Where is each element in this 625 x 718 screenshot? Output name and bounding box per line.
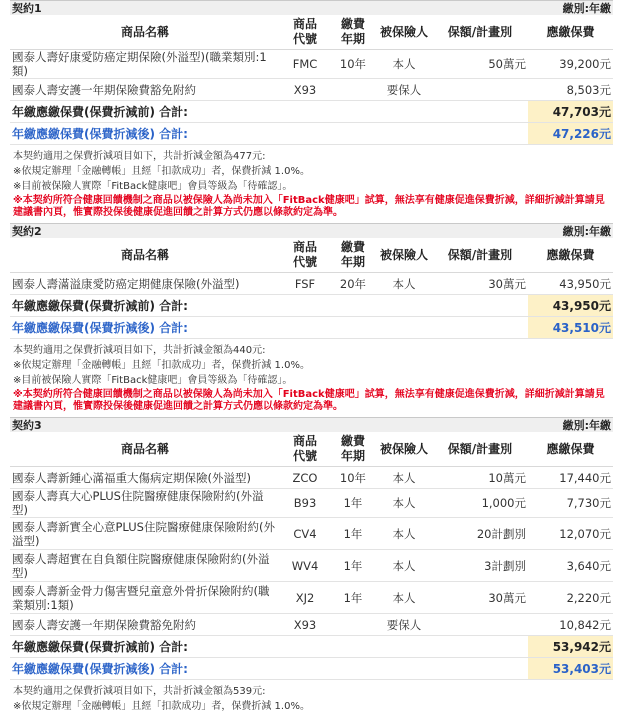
health-warning: ※本契約所符合健康回饋機制之商品以被保險人為尚未加入「FitBack健康吧」試算，無法享有健康促進保費折減，詳細折減計算請見建議書內頁，惟實際投保後健康促進回饋之計算方式仍應以條款約定為準。 xyxy=(13,389,605,412)
table-row xyxy=(10,518,613,550)
cell-amount: 1,000元 xyxy=(432,489,528,518)
cell-code: WV4 xyxy=(280,550,330,582)
cell-product-name: 國泰人壽真大心PLUS住院醫療健康保險附約(外溢型) xyxy=(10,489,280,518)
cell-years: 1年 xyxy=(330,550,376,582)
cell-years xyxy=(330,79,376,101)
cell-amount: 30萬元 xyxy=(432,273,528,295)
policy-table xyxy=(10,15,613,145)
col-header-insured: 被保險人 xyxy=(376,238,432,273)
note-line: ※依規定辦理「金融轉帳」且經「扣款成功」者，保費折減 1.0%。 xyxy=(13,166,310,177)
note-line: 本契約適用之保費折減項目如下，共計折減金額為440元: xyxy=(13,345,266,356)
table-row xyxy=(10,582,613,614)
payment-mode: 繳別:年繳 xyxy=(562,2,611,15)
cell-product-name: 國泰人壽新金骨力傷害暨兒童意外骨折保險附約(職業類別:1類) xyxy=(10,582,280,614)
cell-insured: 要保人 xyxy=(376,79,432,101)
total-before-value: 53,942元 xyxy=(528,636,613,658)
cell-amount: 50萬元 xyxy=(432,50,528,79)
cell-product-name: 國泰人壽新實全心意PLUS住院醫療健康保險附約(外溢型) xyxy=(10,518,280,550)
policy-table xyxy=(10,432,613,680)
cell-years: 10年 xyxy=(330,467,376,489)
discount-notes xyxy=(10,680,613,718)
contract-section xyxy=(10,223,613,417)
table-header-row xyxy=(10,432,613,467)
table-row xyxy=(10,614,613,636)
col-header-premium: 應繳保費 xyxy=(528,15,613,50)
cell-code: X93 xyxy=(280,79,330,101)
cell-premium: 8,503元 xyxy=(528,79,613,101)
cell-premium: 10,842元 xyxy=(528,614,613,636)
cell-insured: 本人 xyxy=(376,550,432,582)
cell-code: XJ2 xyxy=(280,582,330,614)
total-before-label: 年繳應繳保費(保費折減前) 合計: xyxy=(10,636,528,658)
col-header-product: 商品名稱 xyxy=(10,15,280,50)
cell-insured: 本人 xyxy=(376,50,432,79)
table-row xyxy=(10,50,613,79)
payment-mode: 繳別:年繳 xyxy=(562,225,611,238)
total-before-label: 年繳應繳保費(保費折減前) 合計: xyxy=(10,101,528,123)
contract-label: 契約2 xyxy=(12,225,42,238)
cell-amount: 10萬元 xyxy=(432,467,528,489)
cell-insured: 要保人 xyxy=(376,614,432,636)
contract-header xyxy=(10,417,613,432)
note-line: ※目前被保險人實際「FitBack健康吧」會員等級為「待確認」。 xyxy=(13,181,293,192)
cell-years: 1年 xyxy=(330,489,376,518)
cell-product-name: 國泰人壽安護一年期保險費豁免附約 xyxy=(10,614,280,636)
cell-premium: 39,200元 xyxy=(528,50,613,79)
cell-years: 20年 xyxy=(330,273,376,295)
cell-product-name: 國泰人壽安護一年期保險費豁免附約 xyxy=(10,79,280,101)
cell-code: X93 xyxy=(280,614,330,636)
col-header-code: 商品 代號 xyxy=(280,432,330,467)
table-header-row xyxy=(10,15,613,50)
contract-header xyxy=(10,0,613,15)
cell-product-name: 國泰人壽新鍾心滿福重大傷病定期保險(外溢型) xyxy=(10,467,280,489)
col-header-amount: 保額/計畫別 xyxy=(432,432,528,467)
col-header-insured: 被保險人 xyxy=(376,15,432,50)
total-after-label: 年繳應繳保費(保費折減後) 合計: xyxy=(10,123,528,145)
total-before-value: 43,950元 xyxy=(528,295,613,317)
cell-amount: 20計劃別 xyxy=(432,518,528,550)
total-after-row xyxy=(10,123,613,145)
cell-years: 1年 xyxy=(330,582,376,614)
note-line: 本契約適用之保費折減項目如下，共計折減金額為539元: xyxy=(13,686,266,697)
col-header-years: 繳費 年期 xyxy=(330,432,376,467)
note-line: ※目前被保險人實際「FitBack健康吧」會員等級為「待確認」。 xyxy=(13,375,293,386)
cell-years xyxy=(330,614,376,636)
cell-amount: 3計劃別 xyxy=(432,550,528,582)
col-header-years: 繳費 年期 xyxy=(330,238,376,273)
cell-years: 1年 xyxy=(330,518,376,550)
cell-product-name: 國泰人壽滿溢康愛防癌定期健康保險(外溢型) xyxy=(10,273,280,295)
health-warning: ※本契約所符合健康回饋機制之商品以被保險人為尚未加入「FitBack健康吧」試算，無法享有健康促進保費折減，詳細折減計算請見建議書內頁，惟實際投保後健康促進回饋之計算方式仍應以條款約定為準。 xyxy=(13,195,605,218)
note-line: 本契約適用之保費折減項目如下，共計折減金額為477元: xyxy=(13,151,266,162)
col-header-premium: 應繳保費 xyxy=(528,238,613,273)
total-before-row xyxy=(10,101,613,123)
premium-summary-page xyxy=(10,0,613,718)
cell-insured: 本人 xyxy=(376,273,432,295)
table-row xyxy=(10,79,613,101)
contract-header xyxy=(10,223,613,238)
total-before-value: 47,703元 xyxy=(528,101,613,123)
cell-insured: 本人 xyxy=(376,518,432,550)
table-row xyxy=(10,489,613,518)
col-header-code: 商品 代號 xyxy=(280,15,330,50)
cell-code: ZCO xyxy=(280,467,330,489)
note-line: ※依規定辦理「金融轉帳」且經「扣款成功」者，保費折減 1.0%。 xyxy=(13,360,310,371)
total-after-value: 47,226元 xyxy=(528,123,613,145)
contract-label: 契約3 xyxy=(12,419,42,432)
cell-premium: 17,440元 xyxy=(528,467,613,489)
total-before-label: 年繳應繳保費(保費折減前) 合計: xyxy=(10,295,528,317)
col-header-years: 繳費 年期 xyxy=(330,15,376,50)
cell-insured: 本人 xyxy=(376,467,432,489)
cell-years: 10年 xyxy=(330,50,376,79)
total-before-row xyxy=(10,636,613,658)
total-after-row xyxy=(10,317,613,339)
total-after-label: 年繳應繳保費(保費折減後) 合計: xyxy=(10,317,528,339)
cell-premium: 2,220元 xyxy=(528,582,613,614)
cell-code: FMC xyxy=(280,50,330,79)
table-row xyxy=(10,467,613,489)
total-after-label: 年繳應繳保費(保費折減後) 合計: xyxy=(10,658,528,680)
discount-notes xyxy=(10,339,613,417)
cell-code: FSF xyxy=(280,273,330,295)
policy-table xyxy=(10,238,613,339)
table-header-row xyxy=(10,238,613,273)
col-header-code: 商品 代號 xyxy=(280,238,330,273)
total-after-row xyxy=(10,658,613,680)
payment-mode: 繳別:年繳 xyxy=(562,419,611,432)
contract-section xyxy=(10,417,613,718)
cell-insured: 本人 xyxy=(376,582,432,614)
cell-product-name: 國泰人壽超實在自負額住院醫療健康保險附約(外溢型) xyxy=(10,550,280,582)
cell-code: CV4 xyxy=(280,518,330,550)
note-line: ※依規定辦理「金融轉帳」且經「扣款成功」者，保費折減 1.0%。 xyxy=(13,701,310,712)
cell-premium: 7,730元 xyxy=(528,489,613,518)
cell-amount xyxy=(432,614,528,636)
cell-insured: 本人 xyxy=(376,489,432,518)
table-row xyxy=(10,550,613,582)
col-header-amount: 保額/計畫別 xyxy=(432,238,528,273)
col-header-insured: 被保險人 xyxy=(376,432,432,467)
col-header-product: 商品名稱 xyxy=(10,238,280,273)
cell-premium: 12,070元 xyxy=(528,518,613,550)
cell-amount xyxy=(432,79,528,101)
discount-notes xyxy=(10,145,613,223)
col-header-premium: 應繳保費 xyxy=(528,432,613,467)
total-before-row xyxy=(10,295,613,317)
cell-code: B93 xyxy=(280,489,330,518)
contract-label: 契約1 xyxy=(12,2,42,15)
cell-premium: 3,640元 xyxy=(528,550,613,582)
contract-section xyxy=(10,0,613,223)
cell-product-name: 國泰人壽好康愛防癌定期保險(外溢型)(職業類別:1類) xyxy=(10,50,280,79)
cell-premium: 43,950元 xyxy=(528,273,613,295)
cell-amount: 30萬元 xyxy=(432,582,528,614)
col-header-product: 商品名稱 xyxy=(10,432,280,467)
col-header-amount: 保額/計畫別 xyxy=(432,15,528,50)
total-after-value: 53,403元 xyxy=(528,658,613,680)
table-row xyxy=(10,273,613,295)
total-after-value: 43,510元 xyxy=(528,317,613,339)
